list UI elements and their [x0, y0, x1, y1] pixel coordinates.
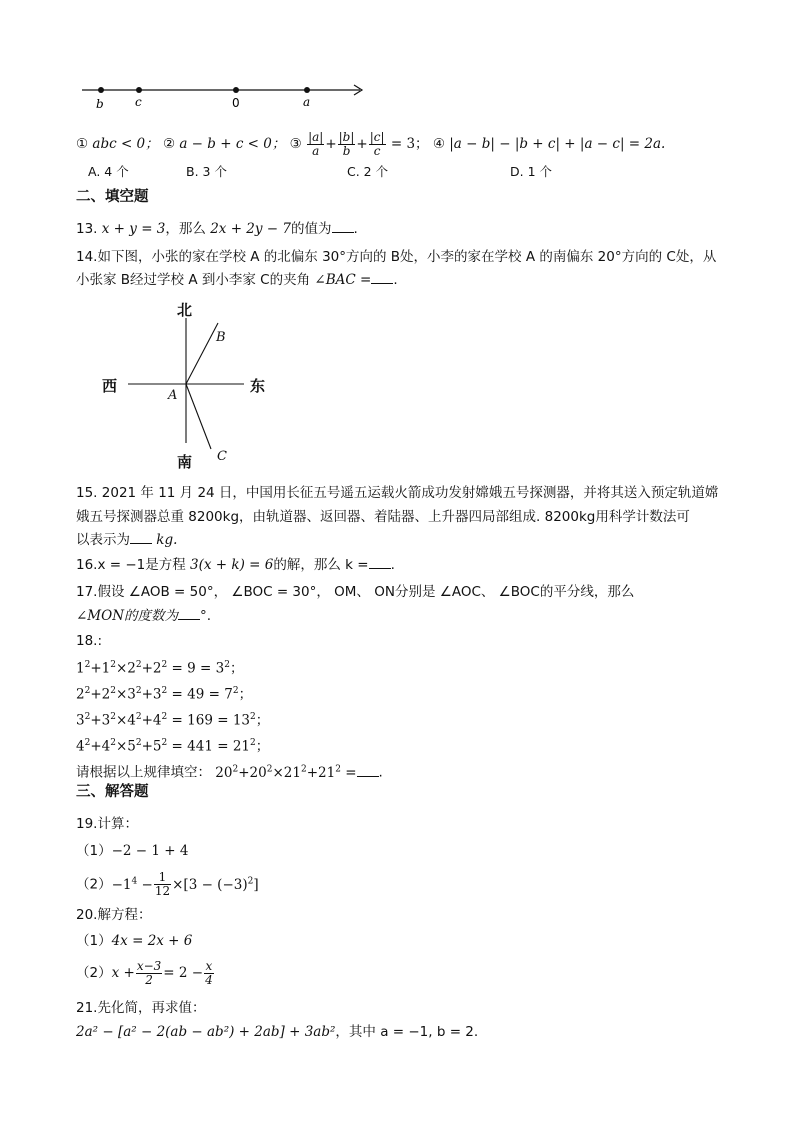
question-15-line-2: 娥五号探测器总重 8200kg，由轨道器、返回器、着陆器、上升器四局部组成. 8200kg用科学计数法可	[76, 509, 690, 525]
south-label: 南	[177, 453, 193, 471]
section-2-title: 二、填空题	[76, 189, 149, 205]
north-label: 北	[177, 301, 193, 319]
answer-blank	[130, 530, 152, 544]
option-c: C. 2 个	[347, 164, 389, 179]
question-18-ask: 请根据以上规律填空： $20^2+20^2\times 21^2+21^2$ = .	[76, 764, 383, 781]
question-14-line-2: 小张家 B经过学校 A 到小李家 C的夹角 ∠BAC = .	[76, 272, 398, 288]
pattern-row-3: $3^2+3^2\times 4^2+4^2 = 169 = 13^2$；	[76, 712, 270, 729]
question-20-title: 20.解方程：	[76, 907, 152, 923]
point-a-label: A	[168, 388, 178, 403]
q12-statements: ① abc < 0； ② a − b + c < 0； ③ $\frac{|a|}{a}$ + $\frac{|b|}{b}$ + $\frac{|c|}{c}$ = 3； ④ |a − b| − |b + c| + |a − c| = 2a.	[76, 129, 666, 158]
question-17-line-1: 17.假设 ∠AOB = 50°， ∠BOC = 30°， OM、 ON分别是 ∠AOC、 ∠BOC的平分线，那么	[76, 584, 635, 600]
question-14-line-1: 14.如下图，小张的家在学校 A 的北偏东 30°方向的 B处，小李的家在学校 A 的南偏东 20°方向的 C处，从	[76, 249, 717, 265]
answer-blank	[332, 219, 354, 233]
point-b-label: B	[216, 330, 226, 345]
answer-blank	[369, 555, 391, 569]
label-b: b	[96, 97, 104, 111]
pattern-row-1: $1^2+1^2\times 2^2+2^2 = 9 = 3^2$；	[76, 660, 244, 677]
answer-blank	[178, 606, 200, 620]
question-15-line-3: 以表示为 kg.	[76, 532, 178, 548]
number-line	[76, 80, 376, 112]
question-20-part-1: （1）4x = 2x + 6	[76, 933, 193, 949]
question-19-title: 19.计算：	[76, 816, 138, 832]
west-label: 西	[102, 377, 118, 395]
ray-ac	[186, 384, 211, 449]
point-c-label: C	[217, 449, 227, 464]
point-c	[136, 87, 142, 93]
ray-ab	[186, 323, 218, 384]
point-a	[304, 87, 310, 93]
question-17-line-2: ∠MON的度数为 °.	[76, 608, 212, 624]
point-b	[98, 87, 104, 93]
section-3-title: 三、解答题	[76, 784, 149, 800]
question-13: 13. x + y = 3，那么 2x + 2y − 7的值为 .	[76, 221, 358, 237]
question-19-part-2: $(2)-1^4$ − $\frac{1}{12}$ $\times[3 - (-3)^2]$	[76, 870, 259, 898]
statement-4: |a − b| − |b + c| + |a − c| = 2a.	[449, 136, 666, 152]
option-b: B. 3 个	[186, 164, 227, 179]
statement-3-frac-b: $\frac{|b|}{b}$	[338, 129, 355, 158]
question-21-title: 21.先化简，再求值：	[76, 1000, 206, 1016]
question-21-expression: 2a² − [a² − 2(ab − ab²) + 2ab] + 3ab²，其中 a = −1, b = 2.	[76, 1024, 479, 1040]
statement-3-frac-a: $\frac{|a|}{a}$	[308, 129, 324, 158]
statement-1: abc < 0；	[92, 136, 159, 152]
question-18-title: 18.:	[76, 633, 103, 649]
label-zero: 0	[232, 96, 240, 110]
label-c: c	[135, 95, 142, 109]
pattern-row-4: $4^2+4^2\times 5^2+5^2 = 441 = 21^2$；	[76, 738, 270, 755]
point-zero	[233, 87, 239, 93]
answer-blank	[371, 270, 393, 284]
compass-diagram	[100, 298, 280, 473]
option-d: D. 1 个	[510, 164, 552, 179]
pattern-row-2: $2^2+2^2\times 3^2+3^2 = 49 = 7^2$；	[76, 686, 253, 703]
question-19-part-1: （1）−2 − 1 + 4	[76, 843, 189, 859]
east-label: 东	[250, 377, 266, 395]
option-a: A. 4 个	[88, 164, 129, 179]
statement-3-frac-c: $\frac{|c|}{c}$	[369, 129, 385, 158]
question-15-line-1: 15. 2021 年 11 月 24 日，中国用长征五号遥五运载火箭成功发射嫦娥五号探测器，并将其送入预定轨道嫦	[76, 485, 719, 501]
statement-2: a − b + c < 0；	[179, 136, 286, 152]
label-a: a	[303, 95, 311, 109]
question-20-part-2: （2）x + $\frac{x-3}{2}$ = 2 − $\frac{x}{4}$	[76, 958, 213, 987]
question-16: 16.x = −1是方程 3(x + k) = 6的解，那么 k = .	[76, 557, 395, 573]
answer-blank	[357, 763, 379, 777]
